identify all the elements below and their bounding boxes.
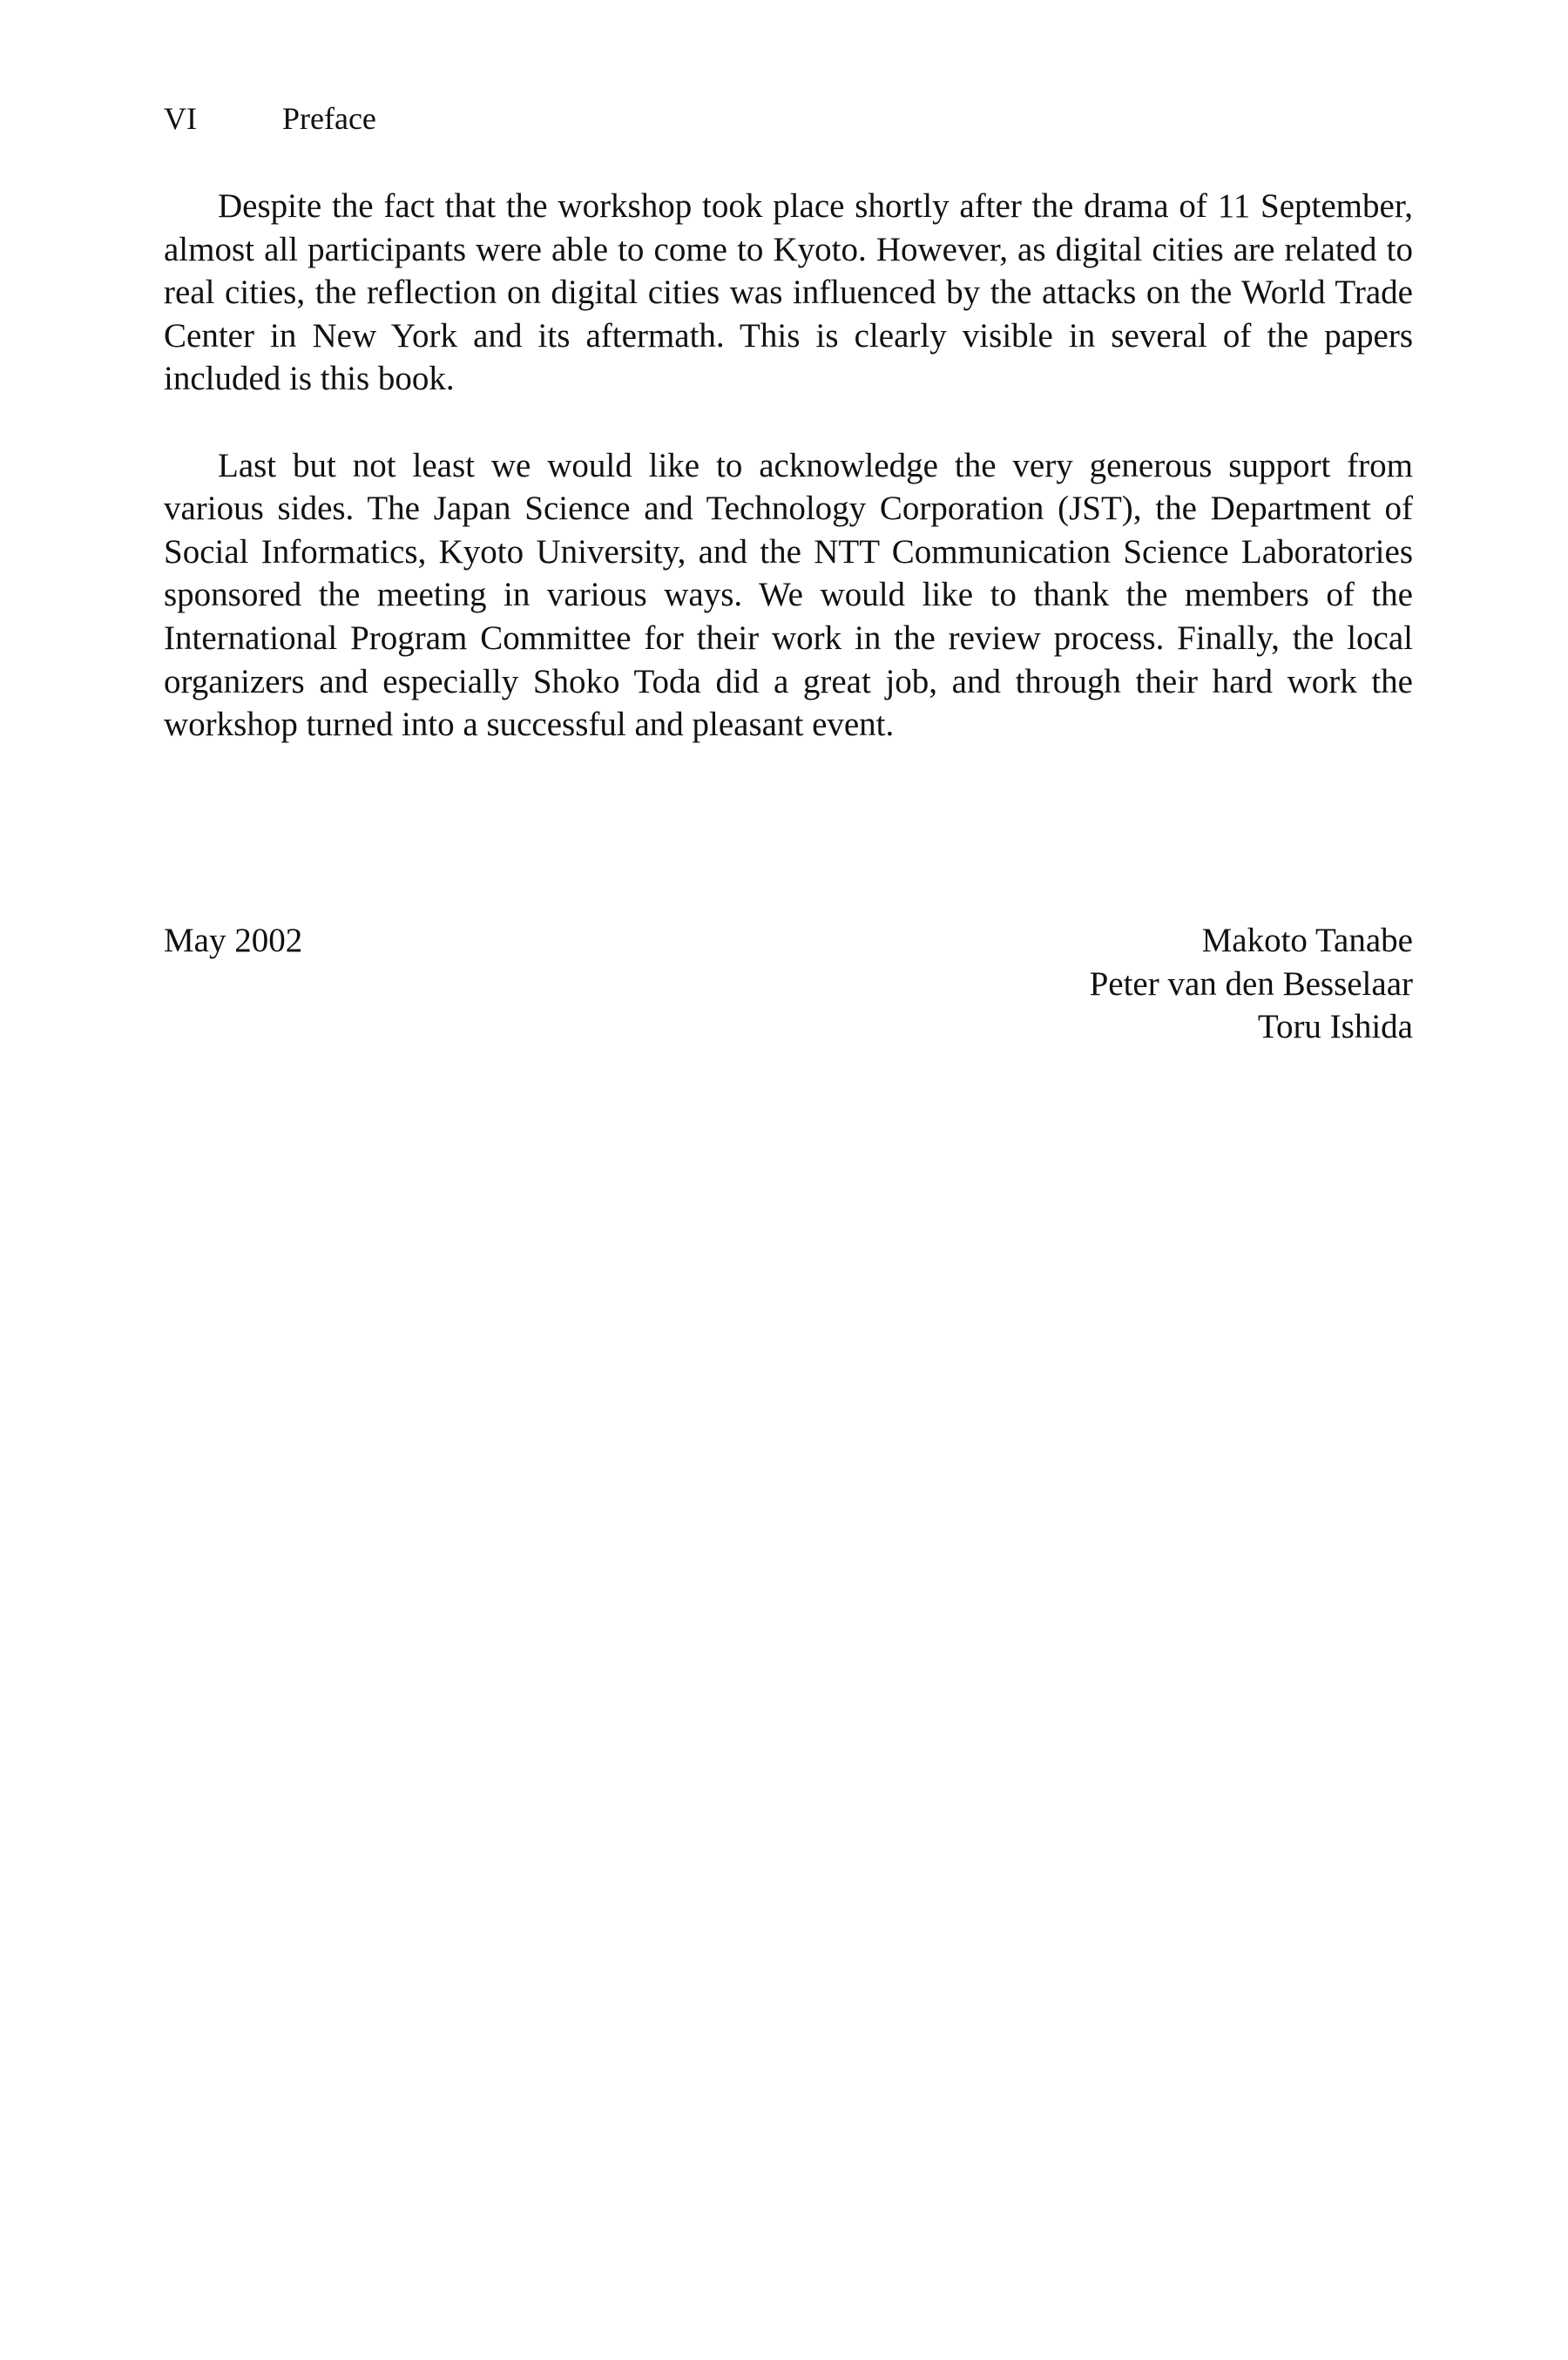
date: May 2002 (164, 922, 303, 959)
running-head (164, 98, 376, 139)
paragraph-acknowledgements: Last but not least we would like to acknowledge the very generous support from various sides. The Japan Science and Technology Corporation (JST), the Department of Social Informatics, Kyoto University, and the NTT Communication Science Laboratories sponsored the meeting in various ways. We would like to thank the members of the International Program Committee for their work in the review process. Finally, the local organizers and especially Shoko Toda did a great job, and through their hard work the workshop turned into a successful and pleasant event. (164, 446, 1413, 744)
signatories (1090, 919, 1413, 1049)
signatory: Makoto Tanabe (1201, 922, 1413, 959)
section-title: Preface (282, 101, 376, 136)
page-number: VI (164, 101, 197, 136)
signatory: Toru Ishida (1257, 1008, 1413, 1046)
body-text (164, 185, 1413, 747)
signatory: Peter van den Besselaar (1089, 964, 1413, 1003)
paragraph-workshop: Despite the fact that the workshop took place shortly after the drama of 11 September, almost all participants were able to come to Kyoto. However, as digital cities are related to real cities, the reflection on digital cities was influenced by the attacks on the World Trade Center in New York and its aftermath. This is clearly visible in several of the papers included is this book. (164, 187, 1413, 398)
